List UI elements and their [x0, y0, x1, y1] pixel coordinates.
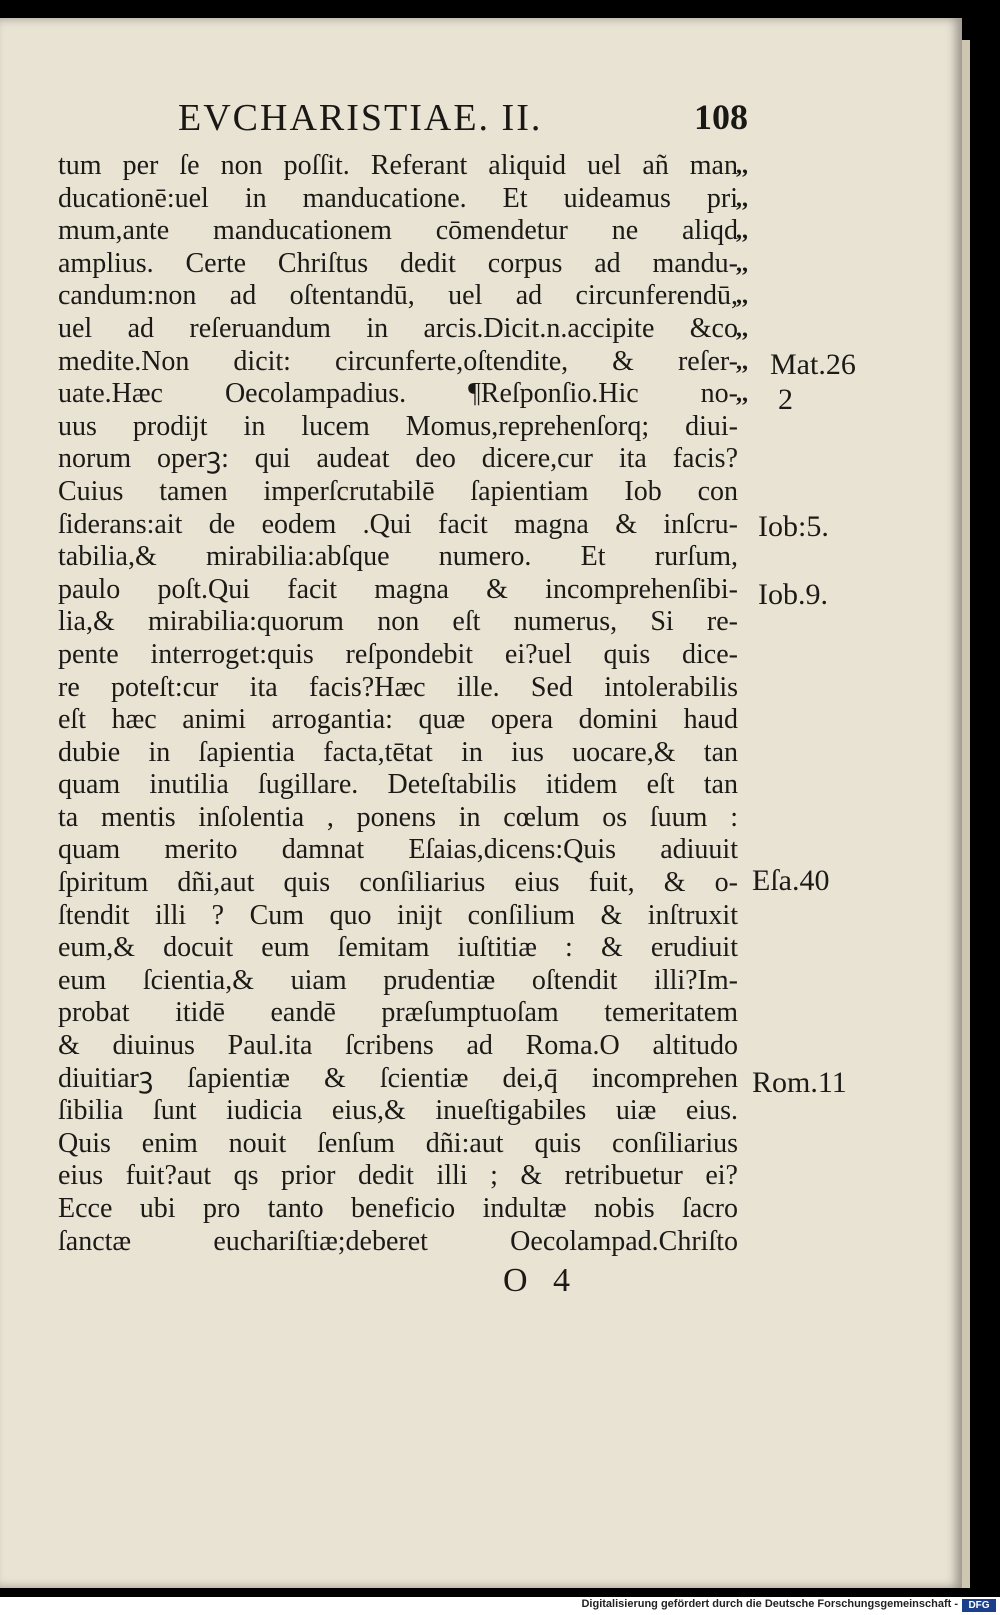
text-line: quam merito damnat Eſaias,dicens:Quis adiuuit	[58, 834, 738, 866]
text-line: medite.Non dicit: circunferte,oſtendite, & reſer-	[58, 345, 738, 377]
text-line: ſtendit illi ? Cum quo inijt conſilium & inſtruxit	[58, 899, 738, 931]
text-line: uus prodijt in lucem Momus,reprehenſorq; diui-	[58, 410, 738, 442]
text-line: eſt hæc animi arrogantia: quæ opera domini haud	[58, 704, 738, 736]
text-line: quam inutilia ſugillare. Deteſtabilis itidem eſt tan	[58, 769, 738, 801]
text-line: probat itidē eandē præſumptuoſam temeritatem	[58, 997, 738, 1029]
running-head: EVCHARISTIAE. II.	[178, 97, 543, 139]
quote-mark: ,,	[736, 153, 748, 179]
margin-note-iob5: Iob:5.	[758, 510, 829, 543]
page-edge	[962, 40, 970, 1588]
text-line: paulo poſt.Qui facit magna & incomprehenſibi-	[58, 573, 738, 605]
body-text	[58, 150, 738, 1258]
text-line: Ecce ubi pro tanto beneficio indultæ nobis ſacro	[58, 1193, 738, 1224]
quote-mark: ,,	[736, 315, 748, 342]
quote-mark: ,,	[736, 185, 748, 212]
text-line: Cuius tamen imperſcrutabilē ſapientiam Iob con	[58, 475, 738, 507]
margin-note-iob9: Iob.9.	[758, 578, 828, 611]
margin-note-rom: Rom.11	[752, 1066, 847, 1099]
quote-mark: ,,	[736, 348, 748, 375]
text-line: uel ad reſeruandum in arcis.Dicit.n.accipite &co	[58, 312, 738, 344]
quote-mark: ,,	[736, 250, 748, 277]
text-line: tabilia,& mirabilia:abſque numero. Et rurſum,	[58, 541, 738, 573]
text-line: ſpiritum dñi,aut quis conſiliarius eius fuit, & o-	[58, 867, 738, 899]
text-line: eius fuit?aut qs prior dedit illi ; & retribuetur ei?	[58, 1160, 738, 1192]
text-line: amplius. Certe Chriſtus dedit corpus ad mandu-	[58, 247, 738, 279]
margin-note-mat-verse: 2	[778, 383, 793, 416]
margin-note-mat: Mat.26	[770, 348, 856, 381]
text-line: & diuinus Paul.ita ſcribens ad Roma.O altitudo	[58, 1030, 738, 1062]
text-line: ta mentis inſolentia , ponens in cœlum os ſuum :	[58, 801, 738, 833]
text-line: ducationē:uel in manducatione. Et uideamus pri	[58, 182, 738, 214]
digitization-footer	[0, 1597, 1000, 1615]
page-number: 108	[694, 97, 748, 137]
text-line: ſibilia ſunt iudicia eius,& inueſtigabiles uiæ eius.	[58, 1095, 738, 1127]
signature-mark: O 4	[503, 1262, 571, 1299]
text-line: dubie in ſapientia facta,tētat in ius uocare,& tan	[58, 736, 738, 768]
text-line: tum per ſe non poſſit. Referant aliquid uel añ man	[58, 150, 738, 181]
quote-mark: ,,	[736, 283, 748, 310]
text-line: norum operꝫ: qui audeat deo dicere,cur ita facis?	[58, 443, 738, 475]
text-line: pente interroget:quis reſpondebit ei?uel quis dice-	[58, 638, 738, 670]
text-line: candum:non ad oſtentandū, uel ad circunferendū,	[58, 280, 738, 312]
text-line: ſiderans:ait de eodem .Qui facit magna & inſcru-	[58, 508, 738, 540]
text-line: diuitiarꝫ ſapientiæ & ſcientiæ dei,q̄ incomprehen	[58, 1062, 738, 1094]
text-line: eum ſcientia,& uiam prudentiæ oſtendit illi?Im-	[58, 964, 738, 996]
quote-mark: ,,	[736, 381, 748, 408]
text-line: Quis enim nouit ſenſum dñi:aut quis conſiliarius	[58, 1127, 738, 1159]
text-line: re poteſt:cur ita facis?Hæc ille. Sed intolerabilis	[58, 671, 738, 703]
text-line: eum,& docuit eum ſemitam iuſtitiæ : & erudiuit	[58, 932, 738, 964]
text-line: ſanctæ euchariſtiæ;deberet Oecolampad.Chriſto	[58, 1225, 738, 1257]
page-header	[178, 96, 748, 148]
text-line: mum,ante manducationem cōmendetur ne aliqd	[58, 215, 738, 247]
dfg-logo: DFG	[962, 1599, 996, 1612]
text-line: uate.Hæc Oecolampadius. ¶Reſponſio.Hic no-	[58, 378, 738, 410]
quotation-marks-column	[736, 150, 770, 411]
margin-note-esa: Eſa.40	[752, 864, 830, 897]
text-line: lia,& mirabilia:quorum non eſt numerus, Si re-	[58, 606, 738, 638]
quote-mark: ,,	[736, 218, 748, 245]
footer-credit: Digitalisierung gefördert durch die Deutsche Forschungsgemeinschaft -	[581, 1598, 958, 1610]
